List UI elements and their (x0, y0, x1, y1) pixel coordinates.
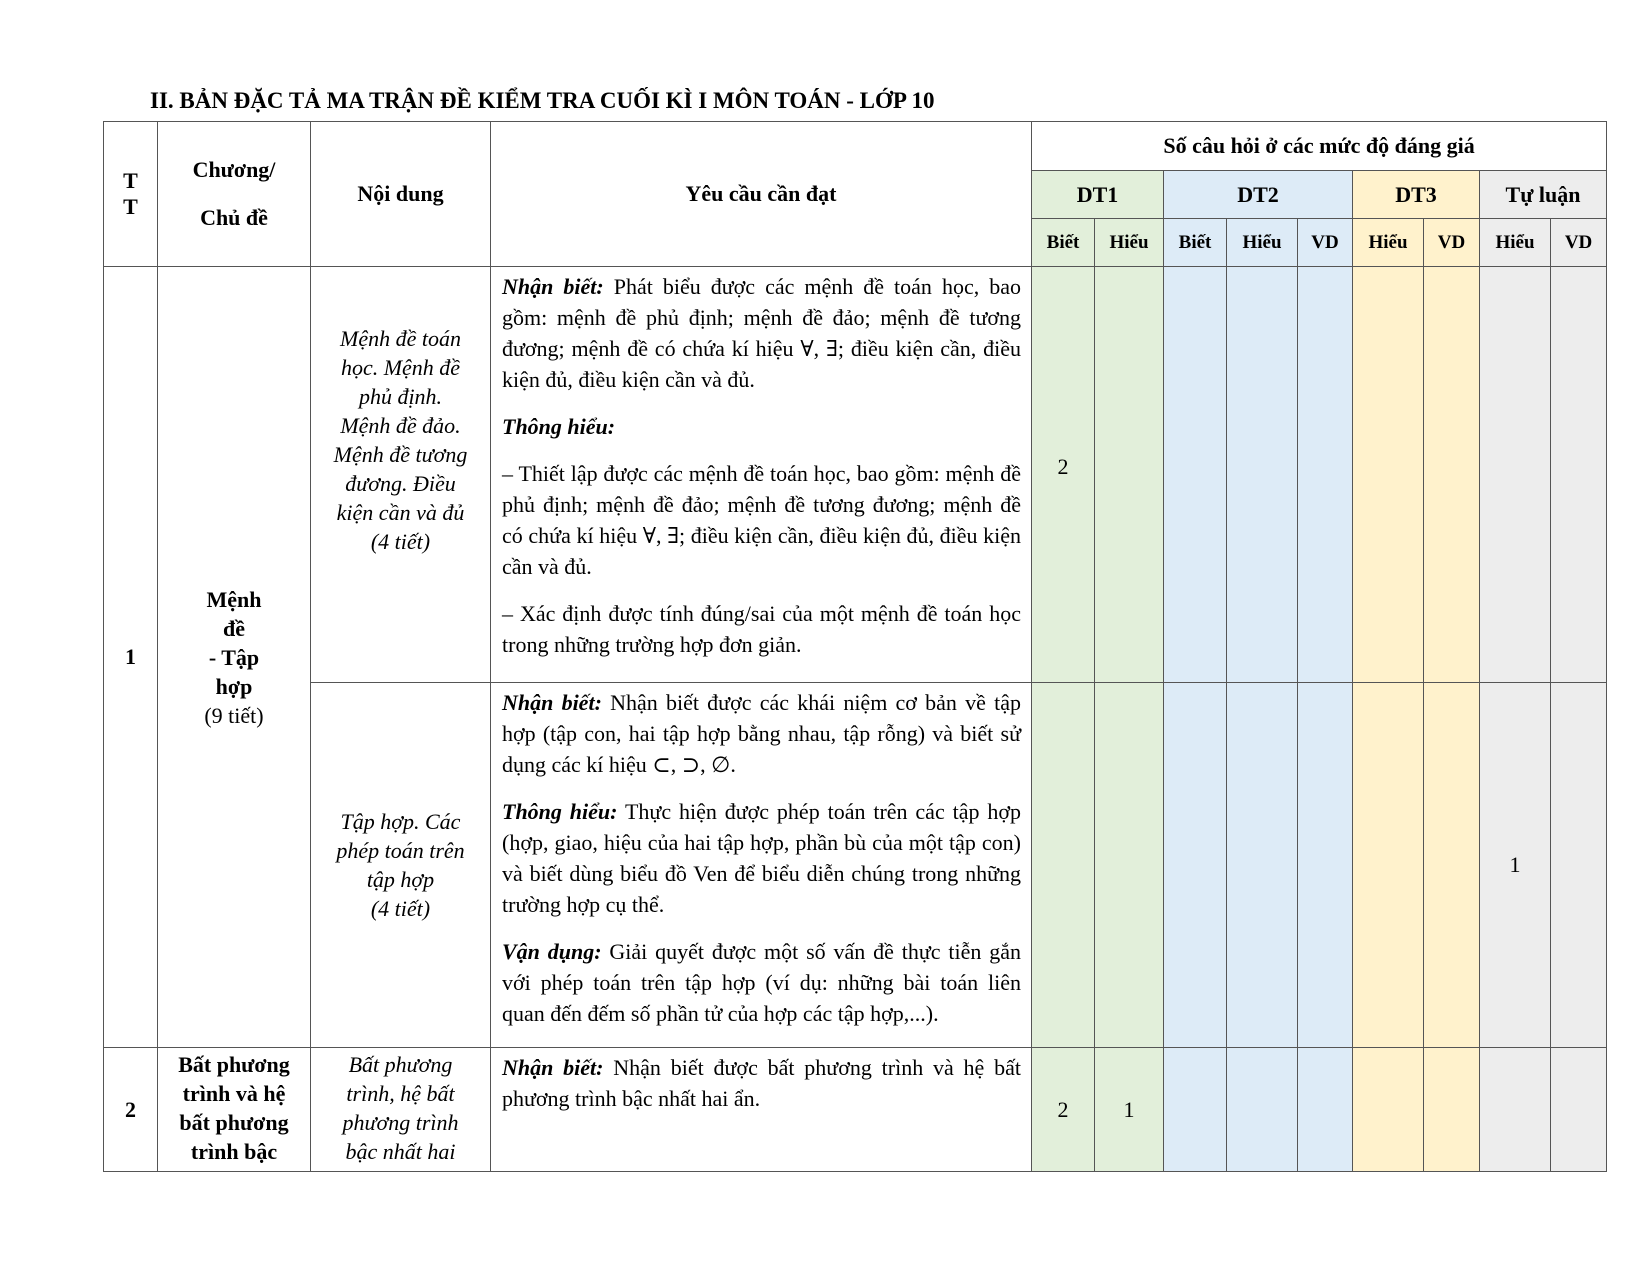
count-cell (1032, 683, 1095, 1048)
count-cell: 2 (1032, 267, 1095, 683)
chapter-line: trình và hệ (182, 1081, 286, 1106)
page-title: II. BẢN ĐẶC TẢ MA TRẬN ĐỀ KIỂM TRA CUỐI KÌ I MÔN TOÁN - LỚP 10 (150, 88, 935, 113)
content-line: Bất phương (348, 1052, 453, 1077)
requirement-text: – Thiết lập được các mệnh đề toán học, bao gồm: mệnh đề phủ định; mệnh đề đảo; mệnh đề tương đương; mệnh đề có chứa kí hiệu ∀, ∃; điều kiện cần, điều kiện đủ, điều kiện cần và đủ. (502, 461, 1021, 579)
requirement-label: Vận dụng: (502, 939, 602, 964)
subheader-cell: Hiểu (1353, 219, 1424, 267)
count-cell (1227, 267, 1298, 683)
content-line: phủ định. (358, 383, 443, 409)
requirement-label: Thông hiểu: (502, 414, 616, 439)
count-cell (1424, 1048, 1480, 1172)
requirement-cell (491, 1048, 1032, 1172)
count-cell (1353, 1048, 1424, 1172)
requirement-cell (491, 267, 1032, 683)
header-tt-line2: T (123, 194, 138, 219)
count-cell (1551, 1048, 1607, 1172)
requirement-text: – Xác định được tính đúng/sai của một mệnh đề toán học trong những trường hợp đơn giản. (502, 601, 1021, 657)
header-tt-line1: T (123, 168, 138, 193)
subheader-cell: Biết (1164, 219, 1227, 267)
requirement-paragraph (502, 687, 1021, 780)
chapter-line: - Tập (208, 644, 260, 670)
content-line: Mệnh đề toán (340, 325, 461, 351)
requirement-paragraph (502, 271, 1021, 395)
header-levels-title: Số câu hỏi ở các mức độ đáng giá (1032, 122, 1607, 171)
chapter-line: Mệnh (206, 586, 262, 612)
content-cell (311, 267, 491, 683)
content-line: kiện cần và đủ (336, 499, 465, 525)
content-line: trình, hệ bất (346, 1081, 455, 1106)
requirement-text: Giải quyết được một số vấn đề thực tiễn gắn với phép toán trên tập hợp (ví dụ: những bài toán liên quan đến đếm số phần tử của hợp các tập hợp,...). (502, 939, 1021, 1026)
count-cell (1227, 1048, 1298, 1172)
header-row-1 (104, 122, 1607, 171)
content-line: bậc nhất hai (345, 1139, 456, 1164)
content-line: Mệnh đề tương (333, 441, 468, 467)
count-cell (1551, 267, 1607, 683)
requirement-label: Thông hiểu: (502, 799, 618, 824)
content-line: học. Mệnh đề (340, 354, 461, 380)
count-cell (1164, 1048, 1227, 1172)
table-row (104, 267, 1607, 683)
header-chapter-line2: Chủ đề (200, 205, 268, 230)
count-cell: 1 (1480, 683, 1551, 1048)
content-line: (4 tiết) (370, 528, 431, 554)
header-group-tu-luan: Tự luận (1480, 171, 1607, 219)
row-number: 2 (104, 1048, 158, 1172)
requirement-text: Nhận biết được các khái niệm cơ bản về tập hợp (tập con, hai tập hợp bằng nhau, tập rỗng) và biết sử dụng các kí hiệu ⊂, ⊃, ∅. (502, 690, 1021, 777)
count-cell: 1 (1095, 1048, 1164, 1172)
requirement-label: Nhận biết: (502, 690, 602, 715)
requirement-paragraph (502, 598, 1021, 660)
chapter-cell (158, 1048, 311, 1172)
count-cell (1298, 1048, 1353, 1172)
header-group-dt3: DT3 (1353, 171, 1480, 219)
header-group-dt2: DT2 (1164, 171, 1353, 219)
count-cell (1298, 683, 1353, 1048)
chapter-line: Bất phương (178, 1052, 290, 1077)
count-cell (1551, 683, 1607, 1048)
subheader-cell: Hiểu (1095, 219, 1164, 267)
content-line: phương trình (342, 1110, 459, 1135)
content-line: (4 tiết) (370, 896, 431, 921)
requirement-paragraph (502, 936, 1021, 1029)
chapter-line: bất phương (179, 1110, 289, 1135)
content-cell (311, 683, 491, 1048)
specification-matrix-table (103, 121, 1607, 1172)
content-line: Mệnh đề đảo. (340, 412, 461, 438)
count-cell (1480, 267, 1551, 683)
subheader-cell: VD (1298, 219, 1353, 267)
count-cell (1164, 683, 1227, 1048)
requirement-cell (491, 683, 1032, 1048)
chapter-line: hợp (215, 673, 253, 699)
requirement-paragraph (502, 411, 1021, 442)
header-tt (104, 122, 158, 267)
row-number: 1 (104, 267, 158, 1048)
requirement-text: Nhận biết được bất phương trình và hệ bất phương trình bậc nhất hai ẩn. (502, 1055, 1021, 1111)
chapter-line: đề (223, 615, 245, 641)
header-chapter-line1: Chương/ (192, 157, 276, 182)
count-cell (1480, 1048, 1551, 1172)
count-cell (1227, 683, 1298, 1048)
count-cell: 2 (1032, 1048, 1095, 1172)
header-chapter (158, 122, 311, 267)
content-line: Tập hợp. Các (340, 809, 461, 834)
count-cell (1298, 267, 1353, 683)
chapter-cell (158, 267, 311, 1048)
subheader-cell: Hiểu (1227, 219, 1298, 267)
chapter-hours: (9 tiết) (204, 702, 264, 728)
table-row (104, 683, 1607, 1048)
requirement-paragraph (502, 458, 1021, 582)
requirement-paragraph (502, 796, 1021, 920)
content-line: phép toán trên (336, 838, 465, 863)
count-cell (1353, 683, 1424, 1048)
chapter-line: trình bậc (190, 1139, 278, 1164)
header-requirement: Yêu cầu cần đạt (491, 122, 1032, 267)
subheader-cell: Biết (1032, 219, 1095, 267)
count-cell (1353, 267, 1424, 683)
requirement-label: Nhận biết: (502, 274, 604, 299)
header-content: Nội dung (311, 122, 491, 267)
count-cell (1164, 267, 1227, 683)
subheader-cell: VD (1551, 219, 1607, 267)
content-line: đương. Điều (345, 470, 456, 496)
count-cell (1424, 683, 1480, 1048)
requirement-text: Thực hiện được phép toán trên các tập hợp (hợp, giao, hiệu của hai tập hợp, phần bù của một tập con) và biết dùng biểu đồ Ven để biểu diễn chúng trong những trường hợp cụ thể. (502, 799, 1021, 917)
subheader-cell: Hiểu (1480, 219, 1551, 267)
count-cell (1095, 267, 1164, 683)
requirement-paragraph (502, 1052, 1021, 1114)
count-cell (1424, 267, 1480, 683)
table-row (104, 1048, 1607, 1172)
content-line: tập hợp (366, 867, 435, 892)
requirement-label: Nhận biết: (502, 1055, 604, 1080)
subheader-cell: VD (1424, 219, 1480, 267)
requirement-text: Phát biểu được các mệnh đề toán học, bao gồm: mệnh đề phủ định; mệnh đề đảo; mệnh đề tương đương; mệnh đề có chứa kí hiệu ∀, ∃; điều kiện cần, điều kiện đủ, điều kiện cần và đủ. (502, 274, 1021, 392)
count-cell (1095, 683, 1164, 1048)
content-cell (311, 1048, 491, 1172)
header-group-dt1: DT1 (1032, 171, 1164, 219)
